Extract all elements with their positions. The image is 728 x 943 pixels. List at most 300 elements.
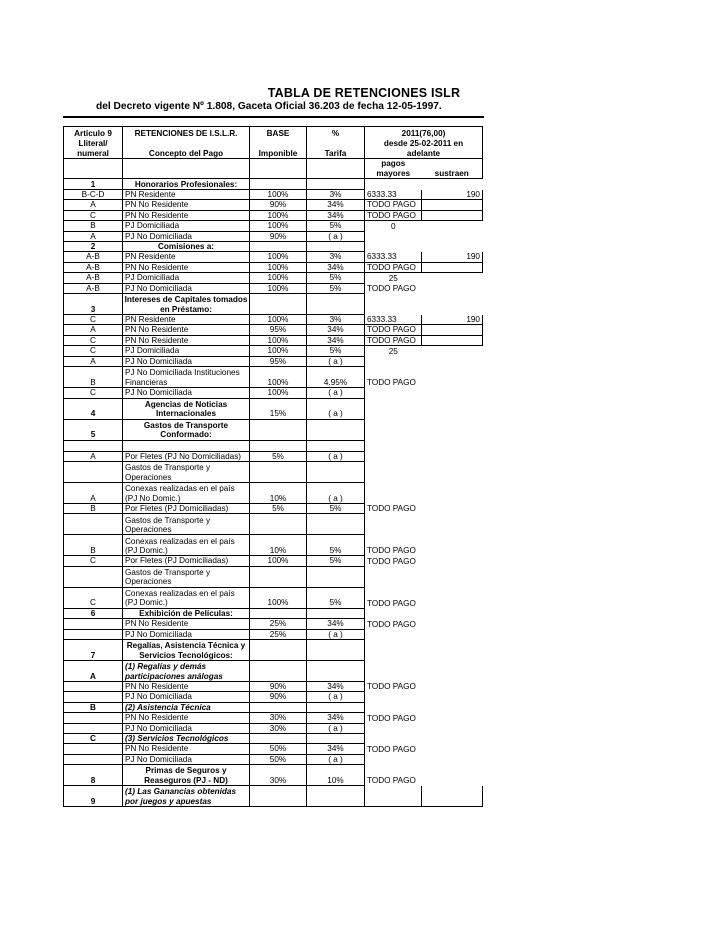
cell-sustraen (422, 346, 483, 356)
cell-sustraen (422, 692, 483, 702)
cell-tarifa: 34% (307, 713, 365, 723)
cell-sustraen (422, 482, 483, 503)
header-articulo: Artículo 9 (64, 127, 123, 139)
cell-pagos: 25 (388, 273, 398, 283)
cell-base (250, 786, 307, 807)
table-row (64, 503, 483, 513)
table-row (64, 262, 483, 272)
cell-base: 100% (250, 221, 307, 231)
cell-concepto: PJ No Domiciliada (123, 388, 250, 398)
cell-tarifa: ( a ) (307, 754, 365, 764)
cell-pagos (365, 294, 422, 315)
cell-base: 25% (250, 629, 307, 639)
cell-literal: B (64, 535, 123, 556)
table-row (64, 315, 483, 325)
table-row (64, 325, 483, 335)
cell-literal (64, 713, 123, 723)
header-sustraen: sustraen (422, 169, 483, 179)
cell-pagos: 6333.33 (365, 252, 422, 262)
cell-concepto: PN No Residente (123, 681, 250, 691)
cell-tarifa (307, 566, 365, 587)
cell-sustraen (422, 335, 483, 345)
cell-concepto: PJ No Domiciliada (123, 231, 250, 241)
cell-tarifa: ( a ) (307, 388, 365, 398)
cell-base: 25% (250, 619, 307, 629)
cell-tarifa: 3% (307, 190, 365, 200)
cell-base: 95% (250, 325, 307, 335)
cell-literal (64, 629, 123, 639)
cell-sustraen (422, 179, 483, 190)
cell-literal: 5 (64, 419, 123, 440)
cell-pagos (365, 398, 422, 419)
cell-concepto: (2) Asistencia Técnica (123, 702, 250, 712)
cell-pagos (365, 514, 422, 535)
cell-pagos: 6333.33 (365, 190, 422, 200)
cell-pagos: TODO PAGO (365, 200, 422, 210)
cell-pagos (365, 419, 422, 440)
cell-tarifa: 5% (307, 556, 365, 566)
cell-sustraen (422, 713, 483, 723)
cell-pagos (365, 723, 422, 733)
cell-concepto: Intereses de Capitales tomados en Préstamo: (123, 294, 250, 315)
cell-concepto: Primas de Seguros y Reaseguros (PJ - ND) (123, 765, 250, 786)
retention-table (63, 126, 483, 807)
cell-tarifa: ( a ) (307, 482, 365, 503)
cell-base: 95% (250, 356, 307, 366)
cell-pagos (365, 786, 422, 807)
cell-literal (64, 692, 123, 702)
cell-base (250, 294, 307, 315)
cell-tarifa (307, 639, 365, 660)
header-percent: % (307, 127, 365, 139)
table-row (64, 629, 483, 639)
cell-sustraen (422, 325, 483, 335)
header-tarifa: Tarifa (307, 149, 365, 159)
table-row (64, 388, 483, 398)
cell-concepto: PN Residente (123, 315, 250, 325)
cell-literal (64, 681, 123, 691)
table-header (64, 127, 483, 179)
cell-literal (64, 566, 123, 587)
cell-literal: A (64, 200, 123, 210)
cell-base: 5% (250, 503, 307, 513)
header-retenciones: RETENCIONES DE I.S.L.R. (123, 127, 250, 139)
cell-sustraen (422, 754, 483, 764)
cell-sustraen (422, 702, 483, 712)
table-row (64, 587, 483, 608)
page-title: TABLA DE RETENCIONES ISLR (267, 86, 461, 100)
cell-sustraen: 190 (422, 315, 483, 325)
table-row (64, 440, 483, 451)
table-row (64, 367, 483, 388)
cell-concepto: PJ No Domiciliada Instituciones Financieras (123, 367, 250, 388)
header-pagos: pagos (381, 159, 406, 169)
cell-literal: B (64, 503, 123, 513)
cell-concepto: Honorarios Profesionales: (123, 179, 250, 190)
cell-concepto (123, 440, 250, 451)
table-row (64, 702, 483, 712)
cell-base: 30% (250, 765, 307, 786)
cell-literal: 2 (64, 242, 123, 252)
cell-base (250, 566, 307, 587)
cell-sustraen (422, 681, 483, 691)
cell-tarifa (307, 608, 365, 618)
cell-tarifa (307, 514, 365, 535)
cell-concepto: PN No Residente (123, 200, 250, 210)
cell-tarifa: 3% (307, 315, 365, 325)
cell-sustraen (422, 461, 483, 482)
table-row (64, 451, 483, 461)
table-row (64, 210, 483, 220)
cell-tarifa: 34% (307, 325, 365, 335)
page-subtitle: del Decreto vigente Nº 1.808, Gaceta Oficial 36.203 de fecha 12-05-1997. (96, 101, 442, 112)
cell-pagos: TODO PAGO (367, 284, 416, 294)
cell-tarifa: ( a ) (307, 398, 365, 419)
cell-literal: 3 (64, 294, 123, 315)
cell-sustraen (422, 283, 483, 293)
table-row (64, 461, 483, 482)
cell-concepto: PJ No Domiciliada (123, 723, 250, 733)
cell-base: 30% (250, 713, 307, 723)
cell-base: 100% (250, 587, 307, 608)
table-body (64, 179, 483, 807)
cell-sustraen (422, 639, 483, 660)
cell-tarifa: 3% (307, 252, 365, 262)
table-row (64, 273, 483, 283)
cell-sustraen (422, 765, 483, 786)
table-row (64, 556, 483, 566)
cell-tarifa (307, 242, 365, 252)
cell-literal (64, 754, 123, 764)
cell-base: 90% (250, 692, 307, 702)
table-row (64, 733, 483, 743)
cell-concepto: PN No Residente (123, 619, 250, 629)
cell-sustraen (422, 587, 483, 608)
header-mayores: mayores (365, 169, 422, 179)
cell-pagos (365, 356, 422, 366)
cell-concepto: Comisiones a: (123, 242, 250, 252)
table-row (64, 754, 483, 764)
cell-sustraen (422, 733, 483, 743)
header-imponible: Imponible (250, 149, 307, 159)
cell-tarifa: 5% (307, 535, 365, 556)
cell-tarifa: 5% (307, 283, 365, 293)
cell-concepto: PJ No Domiciliada (123, 283, 250, 293)
cell-pagos (365, 461, 422, 482)
cell-base (250, 419, 307, 440)
cell-sustraen (422, 556, 483, 566)
table-row (64, 514, 483, 535)
cell-sustraen (422, 535, 483, 556)
cell-tarifa: 5% (307, 273, 365, 283)
cell-base: 50% (250, 744, 307, 754)
cell-tarifa: ( a ) (307, 356, 365, 366)
table-row (64, 681, 483, 691)
cell-tarifa: 5% (307, 221, 365, 231)
cell-sustraen (422, 608, 483, 618)
cell-literal: A-B (64, 273, 123, 283)
cell-base (250, 702, 307, 712)
cell-sustraen: 190 (422, 252, 483, 262)
cell-concepto: Conexas realizadas en el país (PJ No Domic.) (123, 482, 250, 503)
cell-concepto: PN No Residente (123, 210, 250, 220)
cell-concepto: Agencias de Noticias Internacionales (123, 398, 250, 419)
cell-concepto: Gastos de Transporte y Operaciones (123, 514, 250, 535)
cell-pagos: TODO PAGO (367, 713, 416, 723)
cell-pagos (365, 692, 422, 702)
cell-base: 100% (250, 335, 307, 345)
cell-literal: C (64, 587, 123, 608)
cell-tarifa (307, 294, 365, 315)
cell-base: 5% (250, 451, 307, 461)
table-row (64, 190, 483, 200)
cell-pagos: TODO PAGO (367, 619, 416, 629)
cell-base (250, 440, 307, 451)
cell-literal: 8 (64, 765, 123, 786)
cell-sustraen: 190 (422, 190, 483, 200)
cell-base (250, 608, 307, 618)
cell-literal: C (64, 556, 123, 566)
cell-concepto: PJ No Domiciliada (123, 692, 250, 702)
table-row (64, 744, 483, 754)
cell-tarifa (307, 419, 365, 440)
cell-base: 100% (250, 388, 307, 398)
cell-base: 100% (250, 273, 307, 283)
cell-concepto: PJ No Domiciliada (123, 629, 250, 639)
cell-pagos: TODO PAGO (367, 546, 416, 556)
cell-literal: A (64, 482, 123, 503)
cell-pagos: TODO PAGO (367, 682, 416, 692)
cell-pagos (365, 629, 422, 639)
title-divider (63, 116, 484, 118)
cell-concepto: PJ No Domiciliada (123, 356, 250, 366)
cell-pagos (365, 440, 422, 451)
cell-tarifa: 5% (307, 503, 365, 513)
cell-base (250, 639, 307, 660)
cell-concepto: PN No Residente (123, 713, 250, 723)
cell-pagos (365, 179, 422, 190)
table-row (64, 231, 483, 241)
cell-concepto: Gastos de Transporte y Operaciones (123, 566, 250, 587)
cell-pagos: TODO PAGO (365, 325, 422, 335)
table-row (64, 252, 483, 262)
cell-tarifa (307, 786, 365, 807)
cell-pagos: TODO PAGO (365, 262, 422, 272)
cell-base: 100% (250, 283, 307, 293)
table-row (64, 566, 483, 587)
cell-pagos: 0 (390, 221, 396, 231)
table-row (64, 786, 483, 807)
cell-base: 100% (250, 210, 307, 220)
cell-sustraen (422, 231, 483, 241)
cell-tarifa: 34% (307, 619, 365, 629)
cell-concepto: Conexas realizadas en el país (PJ Domic.) (123, 535, 250, 556)
cell-sustraen (422, 503, 483, 513)
cell-sustraen (422, 744, 483, 754)
cell-base: 90% (250, 200, 307, 210)
cell-concepto: Por Fletes (PJ No Domiciliadas) (123, 451, 250, 461)
header-numeral: numeral (64, 149, 123, 159)
cell-literal: A-B (64, 252, 123, 262)
cell-tarifa: 34% (307, 200, 365, 210)
cell-base: 90% (250, 681, 307, 691)
cell-sustraen (422, 398, 483, 419)
table-row (64, 335, 483, 345)
cell-literal: C (64, 733, 123, 743)
cell-literal: 4 (64, 398, 123, 419)
section-row (64, 179, 483, 190)
cell-sustraen (422, 786, 483, 807)
cell-base: 30% (250, 723, 307, 733)
cell-tarifa: 34% (307, 681, 365, 691)
cell-sustraen (422, 451, 483, 461)
cell-base: 100% (250, 190, 307, 200)
cell-concepto: PJ Domiciliada (123, 346, 250, 356)
cell-base (250, 514, 307, 535)
cell-base (250, 660, 307, 681)
cell-literal: B (64, 702, 123, 712)
cell-pagos (365, 231, 422, 241)
header-base: BASE (250, 127, 307, 139)
cell-literal: C (64, 335, 123, 345)
cell-concepto: Por Fletes (PJ Domiciliadas) (123, 556, 250, 566)
cell-tarifa (307, 461, 365, 482)
cell-pagos: TODO PAGO (367, 378, 416, 388)
cell-base: 15% (250, 398, 307, 419)
header-concepto: Concepto del Pago (123, 149, 250, 159)
table-row (64, 356, 483, 366)
cell-concepto: PN No Residente (123, 744, 250, 754)
cell-sustraen (422, 566, 483, 587)
cell-sustraen (422, 262, 483, 272)
cell-pagos (365, 388, 422, 398)
cell-concepto: Gastos de Transporte Conformado: (123, 419, 250, 440)
cell-sustraen (422, 221, 483, 231)
cell-concepto: PN Residente (123, 252, 250, 262)
section-row (64, 398, 483, 419)
cell-sustraen (422, 723, 483, 733)
table-row (64, 200, 483, 210)
cell-sustraen (422, 629, 483, 639)
cell-tarifa: ( a ) (307, 629, 365, 639)
cell-tarifa: ( a ) (307, 231, 365, 241)
cell-literal: A (64, 231, 123, 241)
cell-pagos: 25 (388, 346, 398, 356)
cell-literal: A-B (64, 262, 123, 272)
cell-literal: C (64, 315, 123, 325)
cell-sustraen (422, 440, 483, 451)
table-row (64, 692, 483, 702)
cell-literal (64, 461, 123, 482)
cell-base: 50% (250, 754, 307, 764)
cell-sustraen (422, 356, 483, 366)
section-row (64, 765, 483, 786)
table-row (64, 713, 483, 723)
cell-concepto: PN Residente (123, 190, 250, 200)
cell-base: 100% (250, 556, 307, 566)
cell-pagos (365, 482, 422, 503)
cell-pagos: 6333.33 (365, 315, 422, 325)
cell-pagos (365, 754, 422, 764)
header-adelante: adelante (365, 149, 483, 159)
cell-literal: B (64, 221, 123, 231)
cell-sustraen (422, 367, 483, 388)
cell-literal: B (64, 367, 123, 388)
cell-base (250, 461, 307, 482)
cell-tarifa: 34% (307, 262, 365, 272)
cell-literal: B-C-D (64, 190, 123, 200)
cell-pagos: TODO PAGO (367, 598, 416, 608)
cell-pagos (365, 733, 422, 743)
cell-literal: C (64, 210, 123, 220)
section-row (64, 608, 483, 618)
cell-pagos (365, 451, 422, 461)
cell-literal: C (64, 388, 123, 398)
cell-base: 100% (250, 315, 307, 325)
cell-concepto: (1) Las Ganancias obtenidas por juegos y apuestas (123, 786, 250, 807)
table-row (64, 619, 483, 629)
cell-concepto: (3) Servicios Tecnológicos (123, 733, 250, 743)
header-year: 2011(76,00) (365, 127, 483, 139)
cell-concepto: PN No Residente (123, 335, 250, 345)
cell-sustraen (422, 273, 483, 283)
cell-literal (64, 723, 123, 733)
cell-literal: A (64, 325, 123, 335)
cell-pagos: TODO PAGO (365, 335, 422, 345)
cell-concepto: Gastos de Transporte y Operaciones (123, 461, 250, 482)
cell-tarifa: 34% (307, 210, 365, 220)
cell-concepto: PN No Residente (123, 262, 250, 272)
cell-pagos (365, 702, 422, 712)
section-row (64, 639, 483, 660)
cell-literal (64, 619, 123, 629)
cell-pagos (365, 639, 422, 660)
table-row (64, 283, 483, 293)
cell-concepto: Conexas realizadas en el país (PJ Domic.) (123, 587, 250, 608)
cell-tarifa (307, 733, 365, 743)
cell-literal: A (64, 660, 123, 681)
cell-literal: A (64, 356, 123, 366)
section-row (64, 294, 483, 315)
cell-base (250, 242, 307, 252)
cell-pagos: TODO PAGO (367, 504, 416, 514)
cell-literal: 7 (64, 639, 123, 660)
cell-sustraen (422, 619, 483, 629)
cell-base: 100% (250, 367, 307, 388)
cell-pagos (365, 566, 422, 587)
cell-sustraen (422, 514, 483, 535)
cell-sustraen (422, 242, 483, 252)
cell-literal: 9 (64, 786, 123, 807)
cell-literal: A (64, 451, 123, 461)
cell-tarifa: 4.95% (307, 367, 365, 388)
cell-literal (64, 440, 123, 451)
cell-tarifa: 10% (307, 765, 365, 786)
header-literal: Lliteral/ (64, 139, 123, 149)
cell-sustraen (422, 660, 483, 681)
cell-tarifa (307, 702, 365, 712)
cell-concepto: Exhibición de Películas: (123, 608, 250, 618)
cell-tarifa: 34% (307, 335, 365, 345)
cell-literal: 1 (64, 179, 123, 190)
cell-sustraen (422, 210, 483, 220)
cell-tarifa (307, 660, 365, 681)
table-row (64, 723, 483, 733)
cell-tarifa (307, 179, 365, 190)
cell-tarifa: 5% (307, 346, 365, 356)
cell-pagos: TODO PAGO (367, 744, 416, 754)
cell-tarifa (307, 440, 365, 451)
